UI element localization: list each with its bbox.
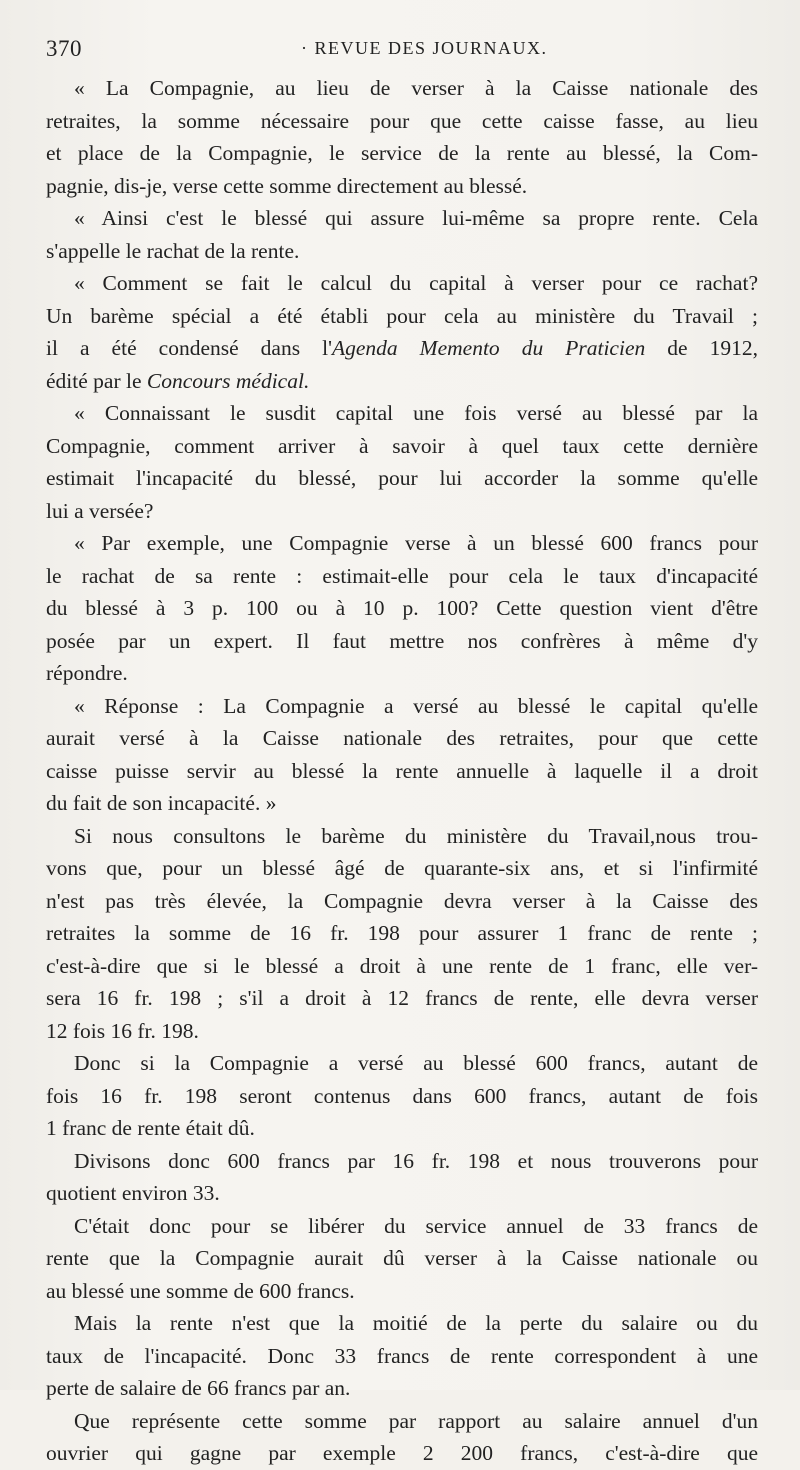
text-line: « Connaissant le susdit capital une fois versé au blessé par la xyxy=(74,401,758,425)
text-line: du fait de son incapacité. » xyxy=(46,791,277,815)
text-line-with-italic xyxy=(46,365,758,398)
text-line: perte de salaire de 66 francs par an. xyxy=(46,1376,351,1400)
text-line: Compagnie, comment arriver à savoir à quel taux cette dernière xyxy=(46,433,758,458)
text-line: sera 16 fr. 198 ; s'il a droit à 12 francs de rente, elle devra verser xyxy=(46,986,758,1010)
text-line: Mais la rente n'est que la moitié de la perte du salaire ou du xyxy=(74,1311,758,1335)
text-line: Un barème spécial a été établi pour cela au ministère du Travail ; xyxy=(46,303,758,328)
text-line: caisse puisse servir au blessé la rente annuelle à laquelle il a droit xyxy=(46,758,758,783)
body-text xyxy=(46,72,758,1470)
text-line: fois 16 fr. 198 seront contenus dans 600 francs, autant de fois xyxy=(46,1083,758,1108)
running-head: · REVUE DES JOURNAUX. xyxy=(301,38,548,58)
text-line: le rachat de sa rente : estimait-elle pour cela le taux d'incapacité xyxy=(46,563,758,588)
text-line: retraites, la somme nécessaire pour que cette caisse fasse, au lieu xyxy=(46,108,758,133)
text-line: « Comment se fait le calcul du capital à verser pour ce rachat? xyxy=(74,271,758,295)
text-line-with-italic xyxy=(46,332,758,365)
text-line: pagnie, dis-je, verse cette somme directement au blessé. xyxy=(46,173,528,198)
text-line: lui a versée? xyxy=(46,498,154,523)
text-line: au blessé une somme de 600 francs. xyxy=(46,1278,355,1303)
text-fragment: de 1912, xyxy=(645,336,758,360)
text-line: estimait l'incapacité du blessé, pour lui accorder la somme qu'elle xyxy=(46,466,758,490)
text-line: Divisons donc 600 francs par 16 fr. 198 et nous trouverons pour xyxy=(74,1148,758,1173)
text-line: Si nous consultons le barème du ministère du Travail,nous trou- xyxy=(74,823,758,848)
text-line: « Ainsi c'est le blessé qui assure lui-même sa propre rente. Cela xyxy=(74,206,758,230)
text-line: posée par un expert. Il faut mettre nos confrères à même d'y xyxy=(46,628,758,653)
text-line: s'appelle le rachat de la rente. xyxy=(46,238,300,263)
text-line: retraites la somme de 16 fr. 198 pour assurer 1 franc de rente ; xyxy=(46,921,758,945)
text-line: C'était donc pour se libérer du service annuel de 33 francs de xyxy=(74,1213,758,1238)
text-fragment: il a été condensé dans l' xyxy=(46,336,332,360)
text-line: « Réponse : La Compagnie a versé au blessé le capital qu'elle xyxy=(74,693,758,718)
italic-title: Agenda Memento du Praticien xyxy=(331,336,646,360)
text-line: ouvrier qui gagne par exemple 2 200 francs, c'est-à-dire que xyxy=(46,1441,758,1465)
italic-title: Concours médical. xyxy=(146,368,310,393)
text-line: 12 fois 16 fr. 198. xyxy=(46,1018,199,1043)
text-line: aurait versé à la Caisse nationale des retraites, pour que cette xyxy=(46,726,758,750)
text-line: rente que la Compagnie aurait dû verser à la Caisse nationale ou xyxy=(46,1246,758,1270)
page-number: 370 xyxy=(46,36,82,61)
text-line: « La Compagnie, au lieu de verser à la Caisse nationale des xyxy=(74,76,758,100)
text-line: vons que, pour un blessé âgé de quarante-six ans, et si l'infirmité xyxy=(46,856,758,880)
text-line: « Par exemple, une Compagnie verse à un blessé 600 francs pour xyxy=(74,531,758,555)
text-line: du blessé à 3 p. 100 ou à 10 p. 100? Cette question vient d'être xyxy=(46,596,758,620)
text-line: quotient environ 33. xyxy=(46,1181,220,1205)
text-line: Donc si la Compagnie a versé au blessé 600 francs, autant de xyxy=(74,1051,758,1075)
text-line: 1 franc de rente était dû. xyxy=(46,1116,255,1140)
text-line: taux de l'incapacité. Donc 33 francs de rente correspondent à une xyxy=(46,1343,758,1368)
text-line: n'est pas très élevée, la Compagnie devra verser à la Caisse des xyxy=(46,888,758,913)
text-line: répondre. xyxy=(46,661,128,685)
page-header xyxy=(46,36,756,66)
text-line: et place de la Compagnie, le service de la rente au blessé, la Com- xyxy=(46,141,758,165)
text-line: Que représente cette somme par rapport au salaire annuel d'un xyxy=(74,1408,758,1433)
text-line: c'est-à-dire que si le blessé a droit à une rente de 1 franc, elle ver- xyxy=(46,953,758,978)
text-fragment: édité par le xyxy=(46,368,147,393)
